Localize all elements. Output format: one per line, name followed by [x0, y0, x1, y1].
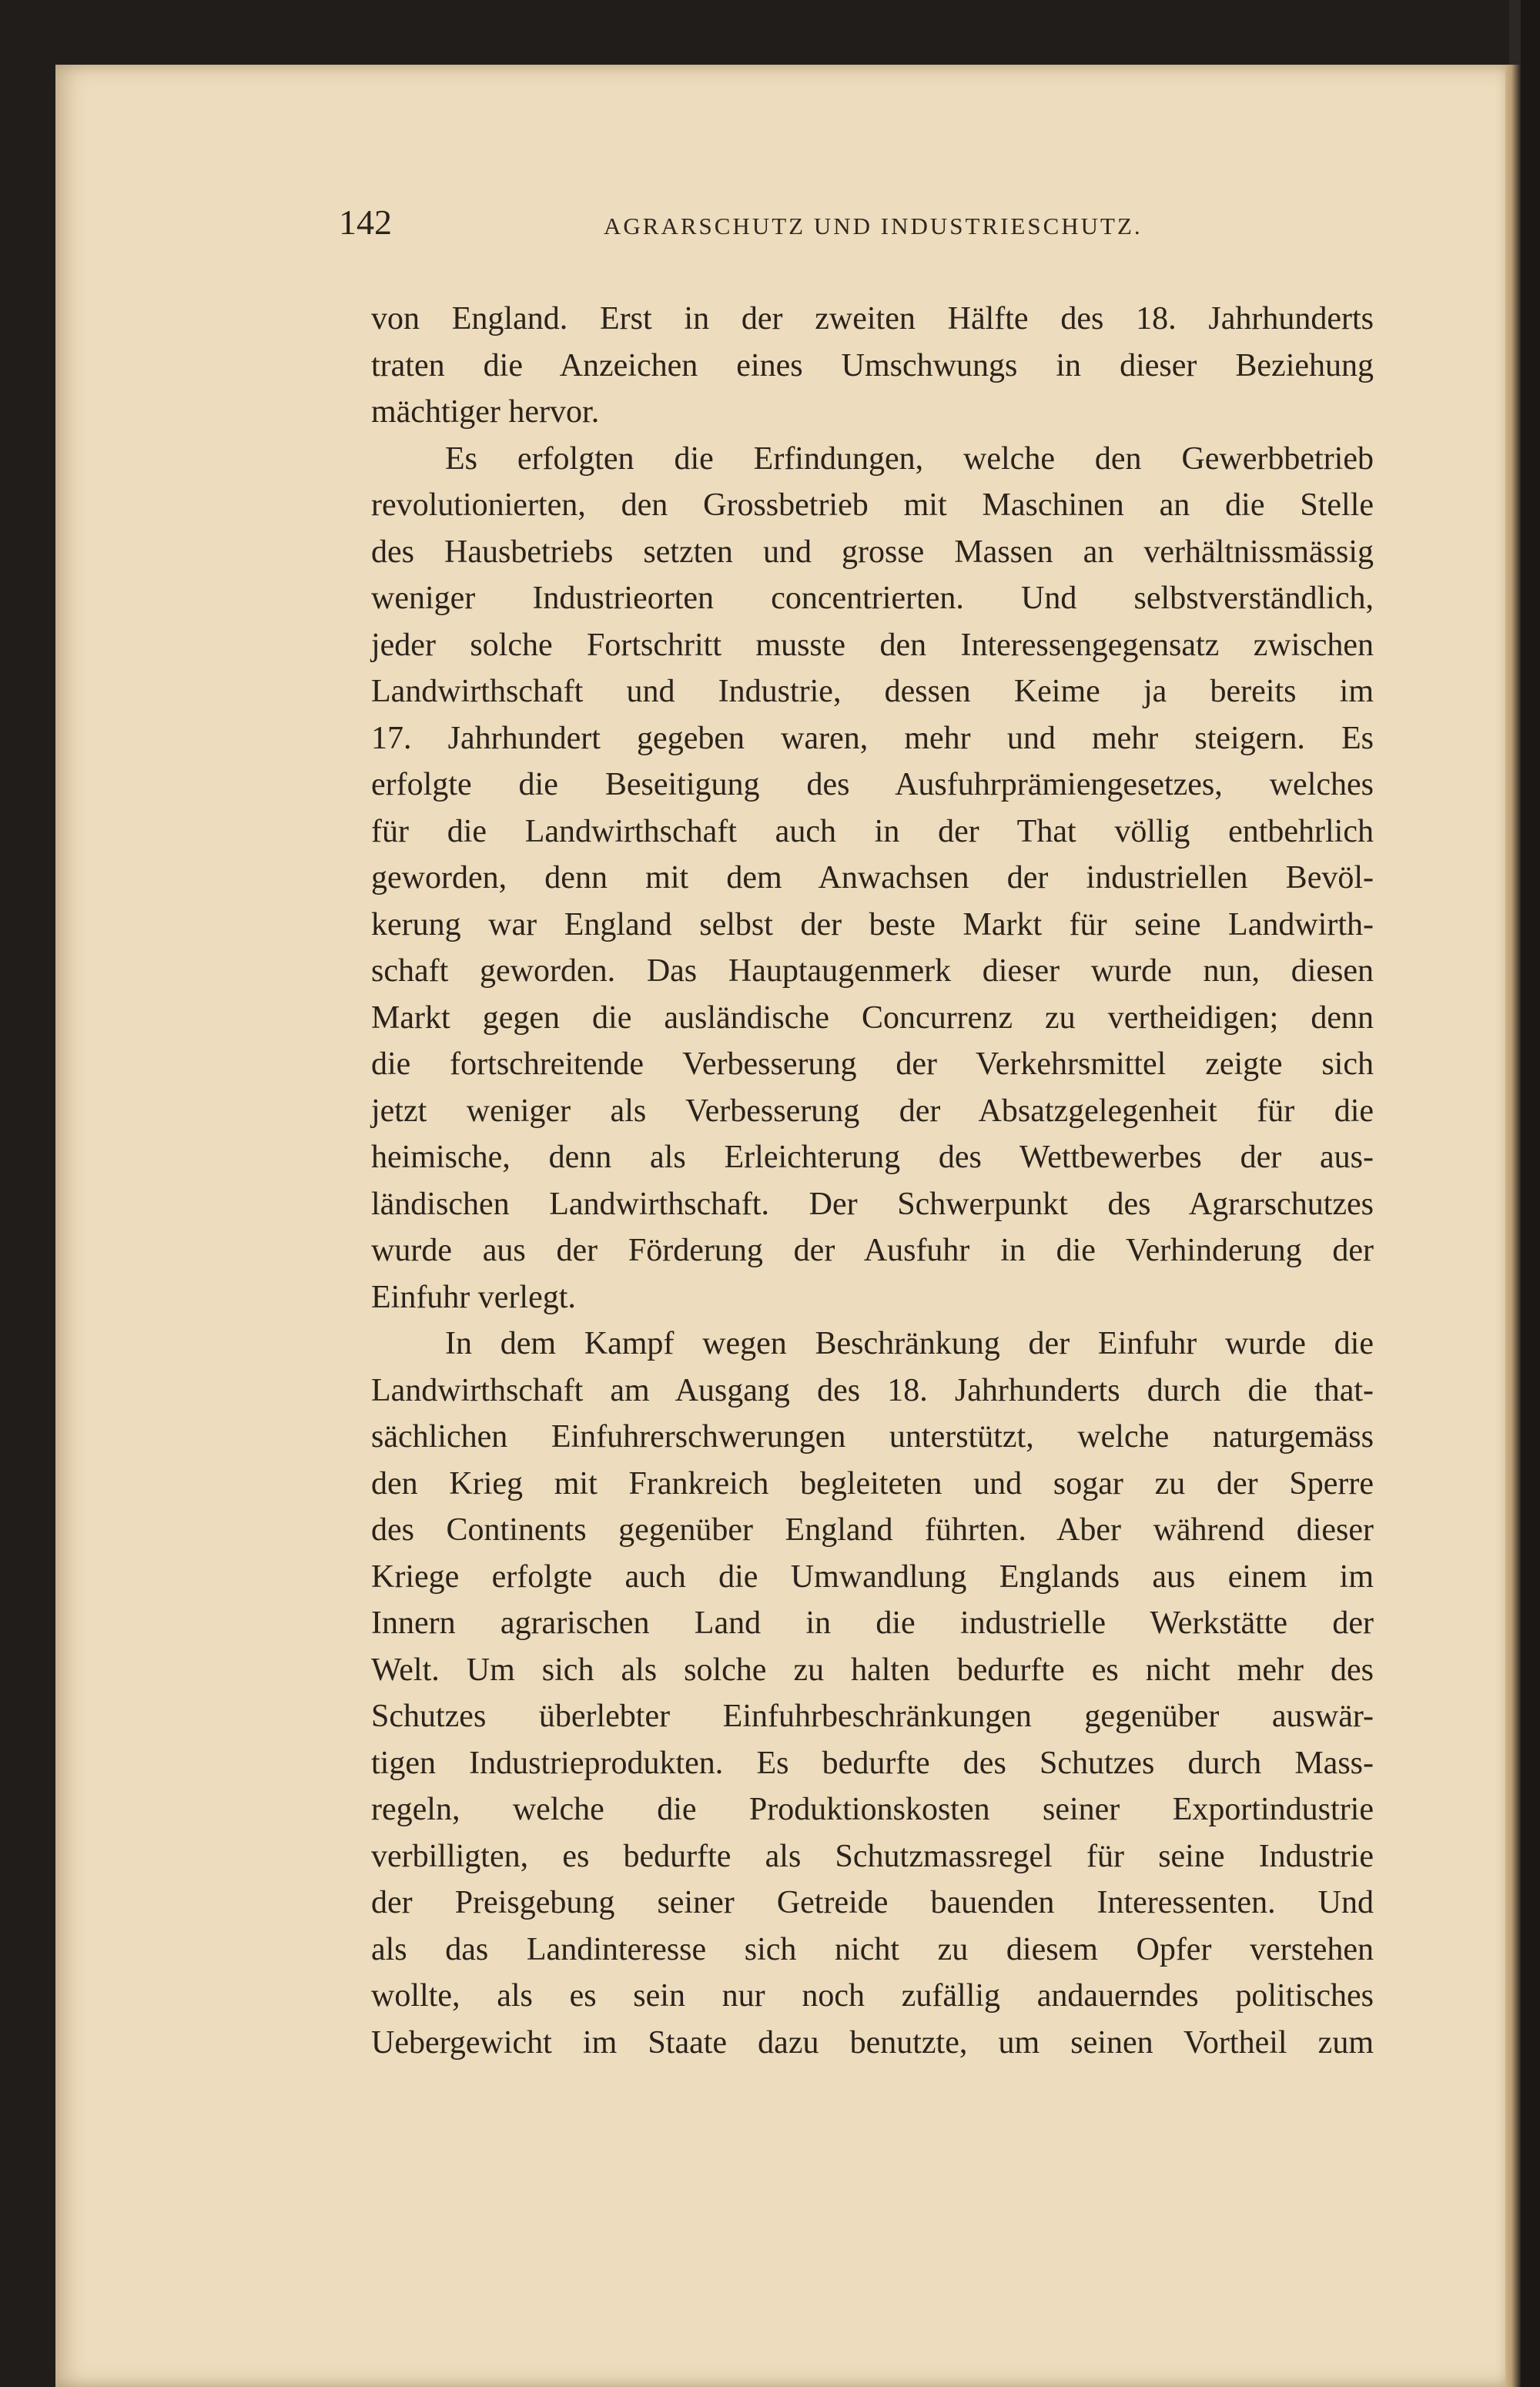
text-line: die fortschreitende Verbesserung der Verkehrsmittel zeigte sich: [371, 1046, 1374, 1082]
text-line: sächlichen Einfuhrerschwerungen unterstützt, welche naturgemäss: [371, 1419, 1374, 1455]
page-header: [339, 202, 1217, 256]
text-line: Einfuhr verlegt.: [371, 1279, 576, 1315]
page-number: 142: [339, 203, 392, 242]
text-line: Schutzes überlebter Einfuhrbeschränkungen gegenüber auswär-: [371, 1699, 1374, 1734]
text-line: heimische, denn als Erleichterung des Wettbewerbes der aus-: [371, 1140, 1374, 1175]
page-edge: [1505, 65, 1521, 2387]
text-line: In dem Kampf wegen Beschränkung der Einfuhr wurde die: [445, 1326, 1374, 1361]
text-line: jeder solche Fortschritt musste den Interessengegensatz zwischen: [371, 627, 1374, 663]
text-line: ländischen Landwirthschaft. Der Schwerpunkt des Agrarschutzes: [371, 1186, 1374, 1222]
text-line: Uebergewicht im Staate dazu benutzte, um seinen Vortheil zum: [371, 2024, 1374, 2061]
text-line: kerung war England selbst der beste Markt für seine Landwirth-: [371, 906, 1374, 942]
text-line: Es erfolgten die Erfindungen, welche den Gewerbbetrieb: [445, 440, 1374, 477]
text-line: des Hausbetriebs setzten und grosse Massen an verhältnissmässig: [371, 534, 1374, 570]
text-line: den Krieg mit Frankreich begleiteten und sogar zu der Sperre: [371, 1465, 1374, 1502]
text-line: wollte, als es sein nur noch zufällig andauerndes politisches: [371, 1978, 1374, 2014]
text-line: Innern agrarischen Land in die industrielle Werkstätte der: [371, 1605, 1374, 1641]
text-line: 17. Jahrhundert gegeben waren, mehr und mehr steigern. Es: [371, 720, 1374, 756]
text-line: Markt gegen die ausländische Concurrenz zu vertheidigen; denn: [371, 999, 1374, 1036]
text-line: der Preisgebung seiner Getreide bauenden Interessenten. Und: [371, 1885, 1374, 1920]
text-line: verbilligten, es bedurfte als Schutzmassregel für seine Industrie: [371, 1838, 1374, 1874]
text-line: traten die Anzeichen eines Umschwungs in dieser Beziehung: [371, 347, 1374, 383]
text-line: für die Landwirthschaft auch in der That völlig entbehrlich: [371, 813, 1374, 849]
text-line: regeln, welche die Produktionskosten seiner Exportindustrie: [371, 1792, 1374, 1827]
text-line: Landwirthschaft am Ausgang des 18. Jahrhunderts durch die that-: [371, 1372, 1374, 1408]
body-text: [371, 296, 1374, 2121]
text-line: als das Landinteresse sich nicht zu diesem Opfer verstehen: [371, 1931, 1374, 1967]
text-line: des Continents gegenüber England führten. Aber während dieser: [371, 1512, 1374, 1548]
text-line: geworden, denn mit dem Anwachsen der industriellen Bevöl-: [371, 860, 1374, 896]
scanner-border: [1521, 0, 1540, 2387]
running-title: AGRARSCHUTZ UND INDUSTRIESCHUTZ.: [604, 213, 1143, 239]
text-line: revolutionierten, den Grossbetrieb mit Maschinen an die Stelle: [371, 487, 1374, 523]
text-line: weniger Industrieorten concentrierten. Und selbstverständlich,: [371, 581, 1374, 616]
text-line: Welt. Um sich als solche zu halten bedurfte es nicht mehr des: [371, 1652, 1374, 1688]
text-line: Landwirthschaft und Industrie, dessen Keime ja bereits im: [371, 674, 1374, 709]
text-line: wurde aus der Förderung der Ausfuhr in die Verhinderung der: [371, 1233, 1374, 1268]
text-line: Kriege erfolgte auch die Umwandlung Englands aus einem im: [371, 1558, 1374, 1595]
text-line: tigen Industrieprodukten. Es bedurfte des Schutzes durch Mass-: [371, 1745, 1374, 1781]
text-line: jetzt weniger als Verbesserung der Absatzgelegenheit für die: [371, 1093, 1374, 1129]
text-line: erfolgte die Beseitigung des Ausfuhrprämiengesetzes, welches: [371, 767, 1374, 802]
text-line: mächtiger hervor.: [371, 394, 600, 430]
text-line: schaft geworden. Das Hauptaugenmerk dieser wurde nun, diesen: [371, 953, 1374, 989]
text-line: von England. Erst in der zweiten Hälfte des 18. Jahrhunderts: [371, 301, 1374, 336]
